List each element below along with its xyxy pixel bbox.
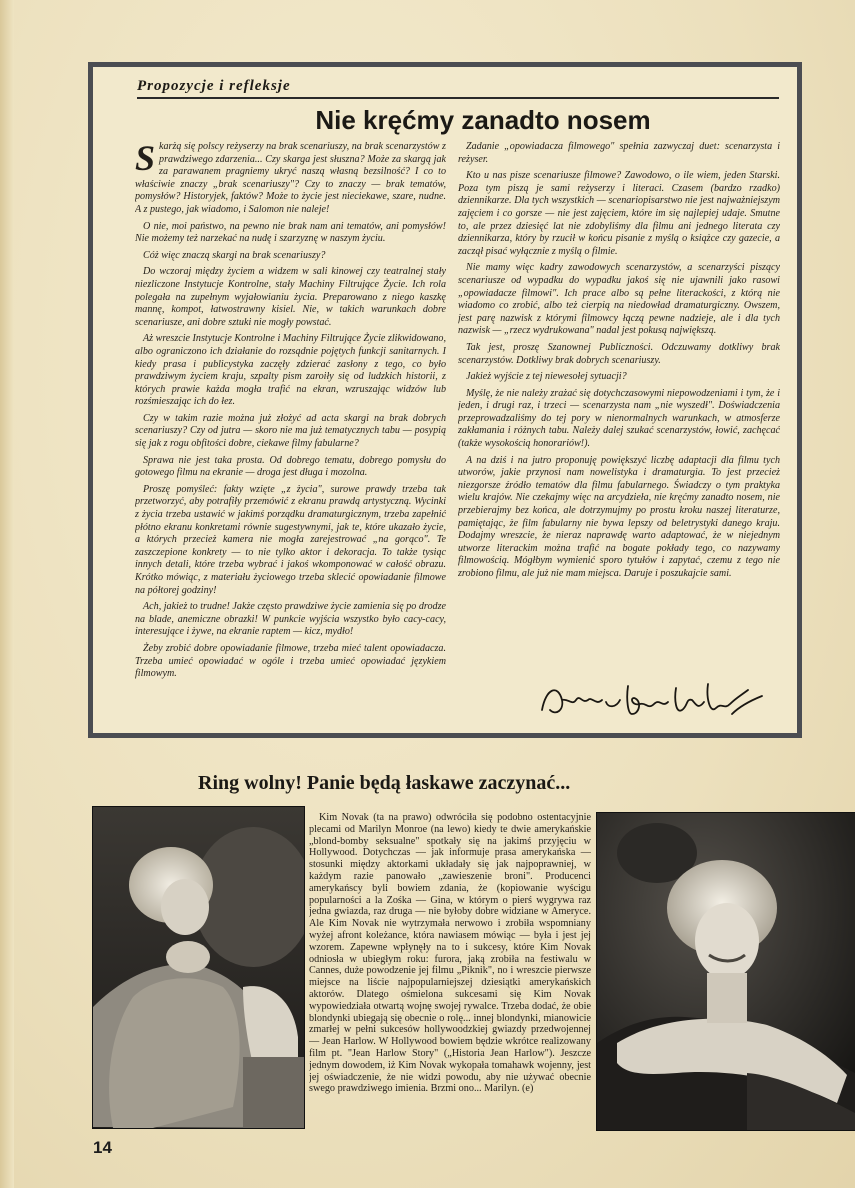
paragraph: Sprawa nie jest taka prosta. Od dobrego tematu, dobrego pomysłu do gotowego filmu na ekranie — droga jest długa i mozolna. (135, 454, 446, 479)
article2-text (309, 812, 591, 1132)
paragraph: Kim Novak (ta na prawo) odwróciła się podobno ostentacyjnie plecami od Marilyn Monroe (na lewo) kiedy te dwie amerykańskie „blond-bomby seksualne" spotkały się na jakimś przyjęciu w Hollywood. Dotychczas — jak informuje prasa amerykańska — stosunki między aktorkami układały się jak najpoprawniej, w każdym razie panowało „zawieszenie broni". Producenci amerykańscy byli bowiem zdania, że (kopiowanie wyścigu popularności a la Zośka — Gina, w którym o pierś wygrywa raz jedna gwiazda, raz druga — nie byłoby dobre widziane w Ameryce. Ale Kim Novak nie wytrzymała nerwowo i zrobiła wspomniany wyżej afront koleżance, która nawiasem mówiąc — była i jest jej wzorem. Zapewne wpłynęły na to i sukcesy, które Kim Novak odniosła w ubiegłym roku: furora, jaką zrobiła na festiwalu w Cannes, duże powodzenie jej filmu „Piknik", no i wreszcie pierwsze miejsce na liście najpopularniejszej dziesiątki amerykańskich aktorów. Dlatego ośmielona sukcesami się Kim Novak wypowiedziała otwartą wojnę swojej rywalce. Trzeba dodać, że obie blondynki ubiegają się obecnie o rolę... innej blondynki, mianowicie zmarłej w pełni sukcesów hollywoodzkiej gwiazdy przedwojennej — Jean Harlow. W Hollywood bowiem będzie wkrótce realizowany film pt. "Jean Harlow Story" („Historia Jean Harlow"). Jeszcze jednym dowodem, iż Kim Novak wykopała tomahawk wojenny, jest jej oświadczenie, że nie widzi powodu, aby nie używać obecnie swego prawdziwego imienia. Brzmi ono... Marilyn. (e) (309, 812, 591, 1095)
article-frame (88, 62, 802, 738)
page-number: 14 (93, 1138, 112, 1157)
article-column-left (135, 141, 446, 726)
lead-paragraph: Skarżą się polscy reżyserzy na brak scenariuszy, na brak scenarzystów z prawdziwego zdarzenia... Czy skarga jest słuszna? Może za skargą jak za parawanem pragniemy ukryć naszą własną bezsilność? I co to właściwie znaczy „brak scenariuszy"? Czy to znaczy — brak tematów, pomysłów? Historyjek, faktów? Może to życie jest nieciekawe, szare, nudne. A z pustego, jak wiadomo, i Salomon nie naleje! (135, 141, 446, 215)
paragraph: Jakież wyjście z tej niewesołej sytuacji? (466, 371, 627, 383)
paragraph: Żeby zrobić dobre opowiadanie filmowe, trzeba mieć talent opowiadacza. Trzeba umieć opowiadać w ogóle i trzeba umieć opowiadać językiem filmowym. (135, 642, 446, 680)
drop-cap: S (135, 141, 156, 178)
paragraph: Ach, jakież to trudne! Jakże często prawdziwe życie zamienia się po drodze na blade, anemiczne obrazki! W punkcie wyjścia wszystko było cacy-cacy, interesujące i żywe, na ekranie raptem — kicz, mydło! (135, 601, 446, 638)
paragraph: Proszę pomyśleć: fakty wzięte „z życia", surowe prawdy trzeba tak przetworzyć, aby potrafiły przemówić z ekranu prawdą artystyczną. Wycinki z życia trzeba ustawić w jakimś porządku dramaturgicznym, trzeba zapełnić płótno ekranu konkretami równie sugestywnymi, jak te, które ukazało życie, a których przecież kamera nie mogła zarejestrować „na gorąco". Te zaszczepione konkrety — to nie tylko aktor i dekoracja. To także tysiąc innych detali, które trzeba wybrać i jakoś wkomponować w całość obrazu. Krótko mówiąc, z materiału życiowego trzeba sklecić opowiadanie filmowe na półtorej godziny! (135, 483, 446, 596)
paragraph: Do wczoraj między życiem a widzem w sali kinowej czy teatralnej stały niezliczone Instytucje Kontrolne, stały Machiny Filtrujące Życie. Ich rola polegała na zupełnym wyjałowianiu życia. Preparowano z niego kaszkę mannę, kompot, łatwostrawny kisiel. Nie, w takich warunkach dobre scenariusze, ani dobre sztuki nie mogły powstać. (135, 266, 446, 328)
article-headline: Nie kręćmy zanadto nosem (315, 105, 651, 135)
paragraph: Tak jest, proszę Szanownej Publiczności. Odczuwamy dotkliwy brak scenarzystów. Dotkliwy brak dobrych scenariuszy. (458, 341, 780, 366)
paragraph: O nie, moi państwo, na pewno nie brak nam ani tematów, ani pomysłów! Nie możemy też narzekać na nudę i szarzyznę w naszym życiu. (135, 220, 446, 245)
paragraph: Czy w takim razie można już złożyć ad acta skargi na brak dobrych scenariuszy? Czy od jutra — skoro nie ma już tematycznych tabu — posypią się jak z rogu obfitości dobre, ciekawe filmy fabularne? (135, 412, 446, 450)
paragraph: Aż wreszcie Instytucje Kontrolne i Machiny Filtrujące Życie zlikwidowano, albo ograniczono ich działanie do rozsądnie pojętych funkcji sanitarnych. I kiedy prasa i publicystyka zaczęły zdzierać zasłony z tego, co było prawdziwym życiem kraju, szpalty pism zaroiły się od ludzkich historii, z których prawie każda mogła trafić na ekran, wzruszając widzów lub rozśmieszając ich do łez. (135, 333, 446, 408)
paragraph: Cóż więc znaczą skargi na brak scenariuszy? (143, 249, 326, 261)
page-fold-shadow (0, 0, 14, 1188)
paragraph: Nie mamy więc kadry zawodowych scenarzystów, a scenarzyści piszący scenariusze od wypadku do wypadku jakoś się nie ujawnili jako rasowi „opowiadacze filmowi". Ich prace albo są pełne literackości, z którą nie wiadomo co zrobić, albo też cierpią na niedowład dramaturgiczny. Owszem, jest parę nazwisk z którymi filmowcy łączą pewne nadzieje, ale i dla tych nazwisk — „rzecz wydrukowana" nadal jest pokusą największą. (458, 262, 780, 337)
paragraph: Myślę, że nie należy zrażać się dotychczasowymi niepowodzeniami i tym, że i jeden, i drugi raz, i trzeci — scenarzysta nam „nie wyszedł". Doświadczenia przeprowadzaliśmy do tej pory w nienormalnych warunkach, w atmosferze zakłamania i różnych tabu. Należy dalej szukać scenarzystów, łowić, zachęcać (także wysokością honorariów!). (458, 387, 780, 450)
photo-right-image (597, 813, 855, 1130)
paragraph: Kto u nas pisze scenariusze filmowe? Zawodowo, o ile wiem, jeden Starski. Poza tym piszą je sami reżyserzy i literaci. Czasem (bardzo rzadko) dziennikarze. Dla tych wszystkich — scenariopisarstwo nie jest najważniejszym zajęciem i co gorsze — nie jest zajęciem, które im się najlepiej udaje. Smutne to, ale przez dziesięć lat nie zdobyliśmy dla filmu ani jednego literata czy dziennikarza, który by rzucił w końcu pisanie z myślą o książce czy gazecie, a zaczął pisać wyłącznie z myślą o filmie. (458, 170, 780, 257)
kicker-rule (137, 97, 779, 99)
paragraph: Zadanie „opowiadacza filmowego" spełnia zazwyczaj duet: scenarzysta i reżyser. (458, 141, 780, 165)
section-kicker: Propozycje i refleksje (137, 78, 291, 94)
author-signature (536, 670, 766, 730)
photo-left-image (93, 807, 304, 1128)
article2-headline: Ring wolny! Panie będą łaskawe zaczynać... (198, 772, 571, 794)
article-column-right (458, 141, 780, 661)
photo-marilyn-monroe (92, 806, 305, 1129)
photo-kim-novak (596, 812, 855, 1131)
paragraph: A na dziś i na jutro proponuję powiększyć liczbę adaptacji dla filmu tych utworów, jakie przynosi nam nowelistyka i dramaturgia. To jest przecież niezgorsze źródło tematów dla filmu fabularnego. Świadczy o tym praktyka wielu krajów. Nie czekajmy więc na arcydzieła, nie kręćmy zanadto nosem, nie przebierajmy bez końca, ale dotrzymujmy po prostu kroku naszej literaturze, pamiętając, że film fabularny nie bywa lepszy od beletrystyki danego kraju. Dodajmy wreszcie, że nieraz naprawdę warto adaptować, że w niejednym utworze literackim można trafić na bogate pokłady tego, co nazywamy filmowością. Mógłbym wymienić sporo tytułów i zapytać, czemu z tego nie zrobiono filmu, ale już nie mam miejsca. Daruje i poszukajcie sami. (458, 454, 780, 579)
